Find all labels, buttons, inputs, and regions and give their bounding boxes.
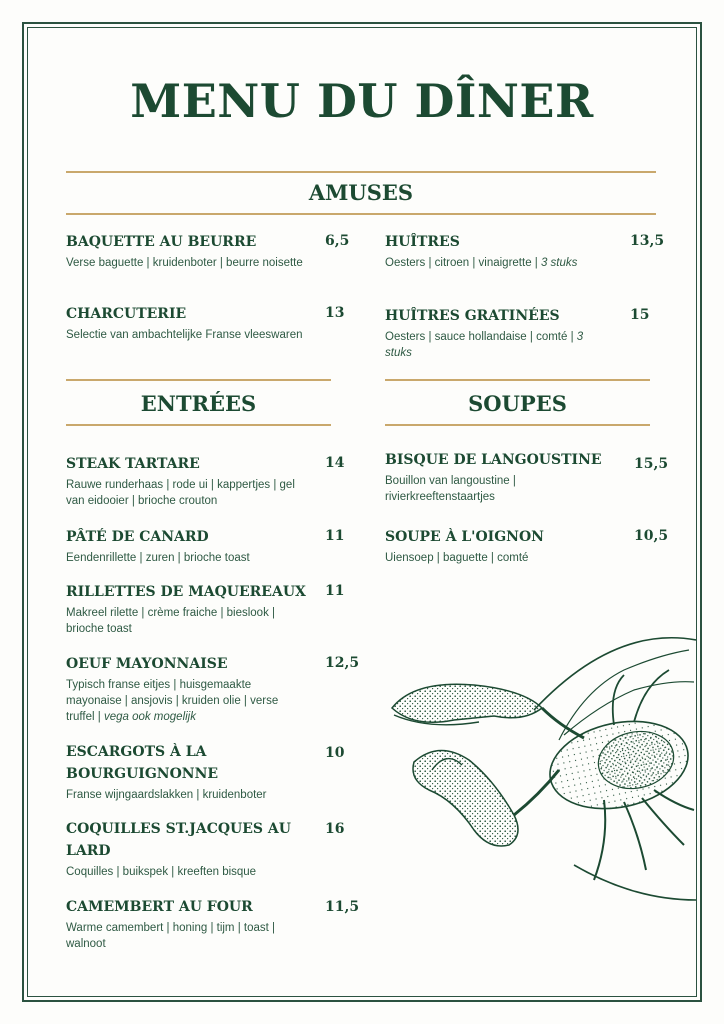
item-name: STEAK TARTARE (66, 456, 200, 472)
item-name: PÂTÉ DE CANARD (66, 529, 209, 545)
menu-item (66, 303, 306, 343)
item-price: 11 (325, 528, 345, 544)
lobster-illustration (384, 630, 696, 915)
menu-item (66, 526, 306, 566)
divider (385, 424, 650, 426)
item-name: OEUF MAYONNAISE (66, 656, 228, 672)
item-description: Uiensoep | baguette | comté (385, 552, 529, 564)
section-title-entrees: ENTRÉES (140, 391, 257, 416)
item-price: 12,5 (325, 655, 360, 671)
divider (66, 213, 656, 215)
item-price: 11 (325, 583, 345, 599)
item-price: 14 (325, 455, 345, 471)
menu-item (66, 741, 306, 803)
divider (66, 379, 331, 381)
menu-item (385, 526, 625, 566)
item-name: CAMEMBERT AU FOUR (66, 899, 253, 915)
menu-item (66, 653, 306, 725)
item-name: SOUPE À L'OIGNON (385, 529, 544, 545)
item-name: CHARCUTERIE (66, 306, 187, 322)
item-description: Franse wijngaardslakken | kruidenboter (66, 789, 267, 801)
section-title-soupes: SOUPES (468, 391, 567, 416)
menu-item (66, 231, 306, 271)
item-price: 10,5 (634, 528, 669, 544)
item-description: Oesters | citroen | vinaigrette | 3 stuks (385, 257, 578, 269)
item-name: HUÎTRES GRATINÉES (385, 308, 560, 324)
menu-item (385, 449, 625, 505)
item-description: Warme camembert | honing | tijm | toast | walnoot (66, 922, 276, 950)
item-description: Makreel rilette | crème fraiche | bieslook | brioche toast (66, 607, 276, 635)
menu-item (66, 818, 306, 880)
item-description: Typisch franse eitjes | huisgemaakte mayonaise | ansjovis | kruiden olie | verse truffel | vega ook mogelijk (66, 679, 279, 723)
item-price: 10 (325, 745, 345, 761)
divider (385, 379, 650, 381)
item-name: BISQUE DE LANGOUSTINE (385, 452, 602, 468)
item-price: 16 (325, 821, 345, 837)
menu-item (385, 231, 600, 271)
menu-item (66, 453, 306, 509)
item-price: 6,5 (325, 233, 350, 249)
item-description: Coquilles | buikspek | kreeften bisque (66, 866, 257, 878)
item-price: 11,5 (325, 899, 360, 915)
item-description: Oesters | sauce hollandaise | comté | 3 stuks (385, 331, 584, 359)
section-title-amuses: AMUSES (308, 180, 414, 205)
menu-item (66, 581, 306, 637)
menu-item (385, 305, 600, 361)
menu-title: MENU DU DÎNER (130, 74, 594, 128)
item-name: HUÎTRES (385, 234, 460, 250)
item-name: ESCARGOTS À LA BOURGUIGNONNE (66, 744, 219, 782)
item-description: Selectie van ambachtelijke Franse vleeswaren (66, 329, 303, 341)
item-description: Rauwe runderhaas | rode ui | kappertjes | gel van eidooier | brioche crouton (66, 479, 295, 507)
item-price: 15 (630, 307, 650, 323)
item-description: Eendenrillette | zuren | brioche toast (66, 552, 250, 564)
item-price: 13 (325, 305, 345, 321)
item-name: BAQUETTE AU BEURRE (66, 234, 257, 250)
item-name: RILLETTES DE MAQUEREAUX (66, 584, 306, 600)
item-description: Verse baguette | kruidenboter | beurre noisette (66, 257, 303, 269)
divider (66, 424, 331, 426)
item-name: COQUILLES ST.JACQUES AU LARD (66, 821, 291, 859)
item-description: Bouillon van langoustine | rivierkreeftenstaartjes (385, 475, 516, 503)
divider (66, 171, 656, 173)
item-price: 13,5 (630, 233, 665, 249)
item-price: 15,5 (634, 456, 669, 472)
menu-item (66, 896, 306, 952)
